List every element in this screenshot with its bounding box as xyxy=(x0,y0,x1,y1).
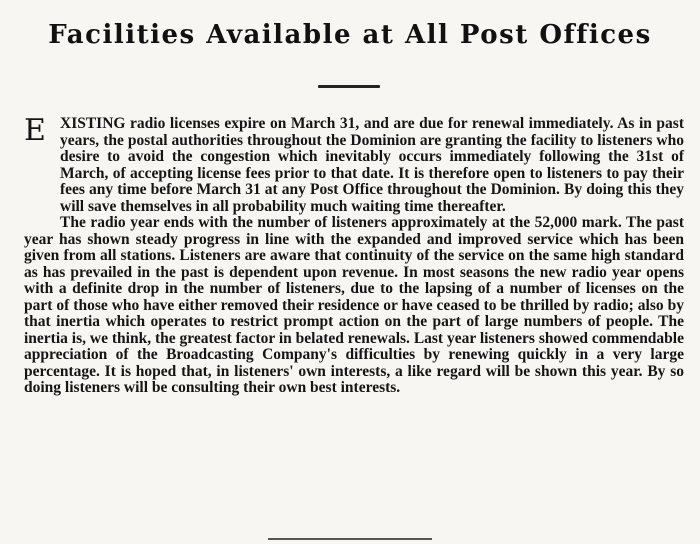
headline-divider xyxy=(318,85,380,88)
headline: Facilities Available at All Post Offices xyxy=(48,20,652,50)
paragraph-1 xyxy=(24,113,684,215)
footer-divider xyxy=(268,538,432,540)
article-body xyxy=(24,113,684,397)
lead-word: XISTING xyxy=(60,115,126,132)
paragraph-2: The radio year ends with the number of listeners approximately at the 52,000 mark. The past year has shown steady progress in line with the expanded and improved service which has been given from all stations. Listeners are aware that continuity of the service on the same high standard as has prevailed in the past is dependent upon revenue. In most seasons the new radio year opens with a definite drop in the number of listeners, due to the lapsing of a number of licenses on the part of those who have either removed their residence or have ceased to be thrilled by radio; also by that inertia which operates to restrict prompt action on the part of large numbers of people. The inertia is, we think, the greatest factor in belated renewals. Last year listeners showed commendable appreciation of the Broadcasting Company's difficulties by renewing quickly in a very large percentage. It is hoped that, in listeners' own interests, a like regard will be shown this year. By so doing listeners will be consulting their own best interests. xyxy=(24,214,684,396)
paragraph-1-text: radio licenses expire on March 31, and are due for renewal immediately. As in past years, the postal authorities throughout the Dominion are granting the facility to listeners who desire to avoid the congestion which inevitably occurs immediately following the 31st of March, of accepting license fees prior to that date. It is therefore open to listeners to pay their fees any time before March 31 at any Post Office throughout the Dominion. By doing this they will save themselves in all probability much waiting time thereafter. xyxy=(60,115,684,215)
drop-cap: E xyxy=(24,113,46,148)
